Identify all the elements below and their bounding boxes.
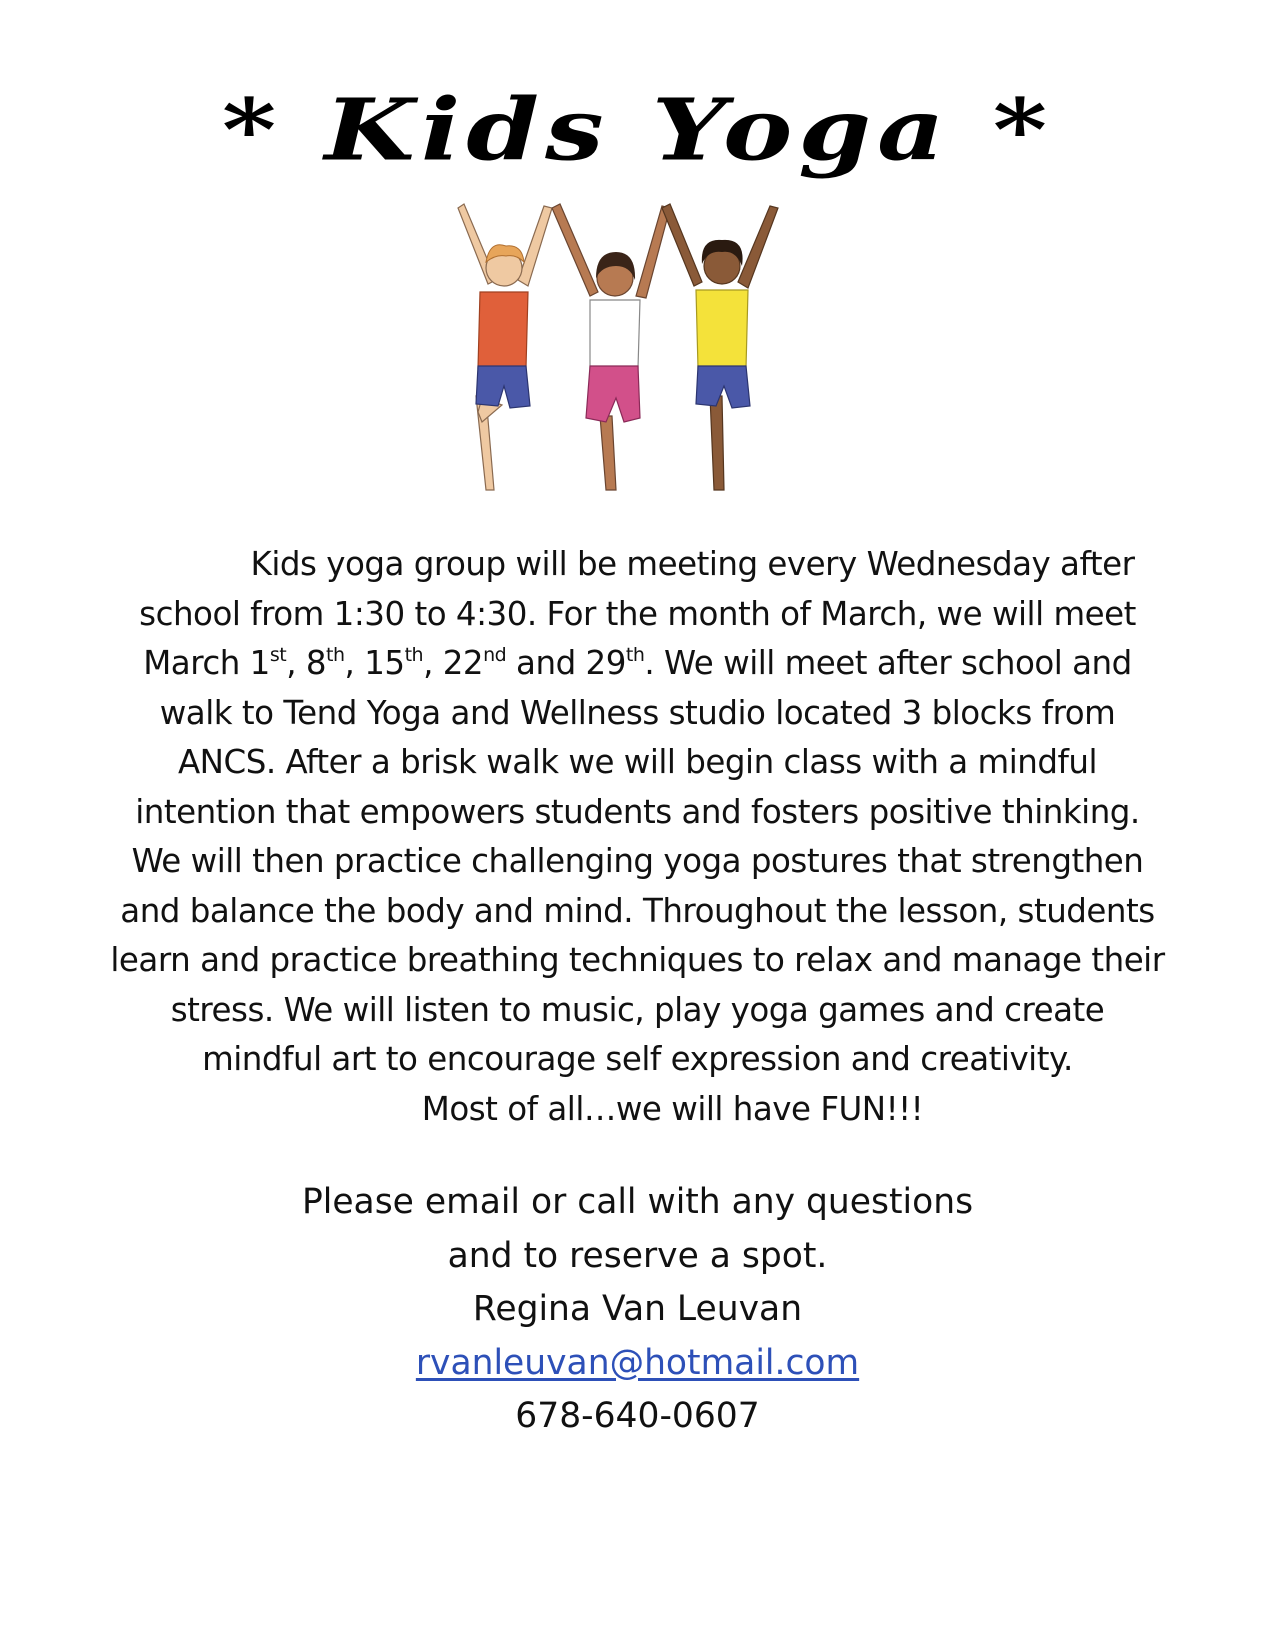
description-line: mindful art to encourage self expression and creativity. [202,1040,1073,1078]
description-paragraph [60,540,1215,1134]
date-suffix: st [269,644,287,666]
date-suffix: th [625,644,645,666]
description-line: We will then practice challenging yoga postures that strengthen [131,842,1144,880]
flyer-title: * Kids Yoga * [221,79,1054,181]
description-line: intention that empowers students and fosters positive thinking. [135,792,1140,831]
phone-number: 678-640-0607 [515,1396,760,1436]
description-line: and balance the body and mind. Throughout the lesson, students [120,891,1155,930]
description-line: learn and practice breathing techniques to relax and manage their [110,941,1165,979]
closing-line: Most of all…we will have FUN!!! [421,1089,924,1128]
contact-name: Regina Van Leuvan [472,1289,803,1329]
date-text: March 1 [143,644,270,682]
date-text: and 29 [506,644,626,682]
description-line: stress. We will listen to music, play yoga games and create [170,990,1105,1029]
three-kids-yoga-tree-pose-illustration [440,200,840,510]
description-line: walk to Tend Yoga and Wellness studio located 3 blocks from [159,693,1116,732]
contact-block [0,1176,1275,1444]
description-line: Kids yoga group will be meeting every Wednesday after [250,545,1135,583]
date-line-tail: . We will meet after school and [644,644,1132,682]
date-suffix: th [404,644,424,666]
date-text: , 15 [344,644,405,682]
date-text: , 8 [286,644,327,682]
date-suffix: th [326,644,345,666]
date-suffix: nd [483,644,507,666]
description-line: school from 1:30 to 4:30. For the month of March, we will meet [139,594,1136,633]
contact-prompt: Please email or call with any questions [301,1182,974,1222]
contact-prompt: and to reserve a spot. [447,1235,828,1276]
description-line: ANCS. After a brisk walk we will begin class with a mindful [177,743,1098,781]
email-link[interactable]: rvanleuvan@hotmail.com [415,1342,860,1383]
description-line-dates [60,639,1215,689]
date-text: , 22 [423,644,484,682]
